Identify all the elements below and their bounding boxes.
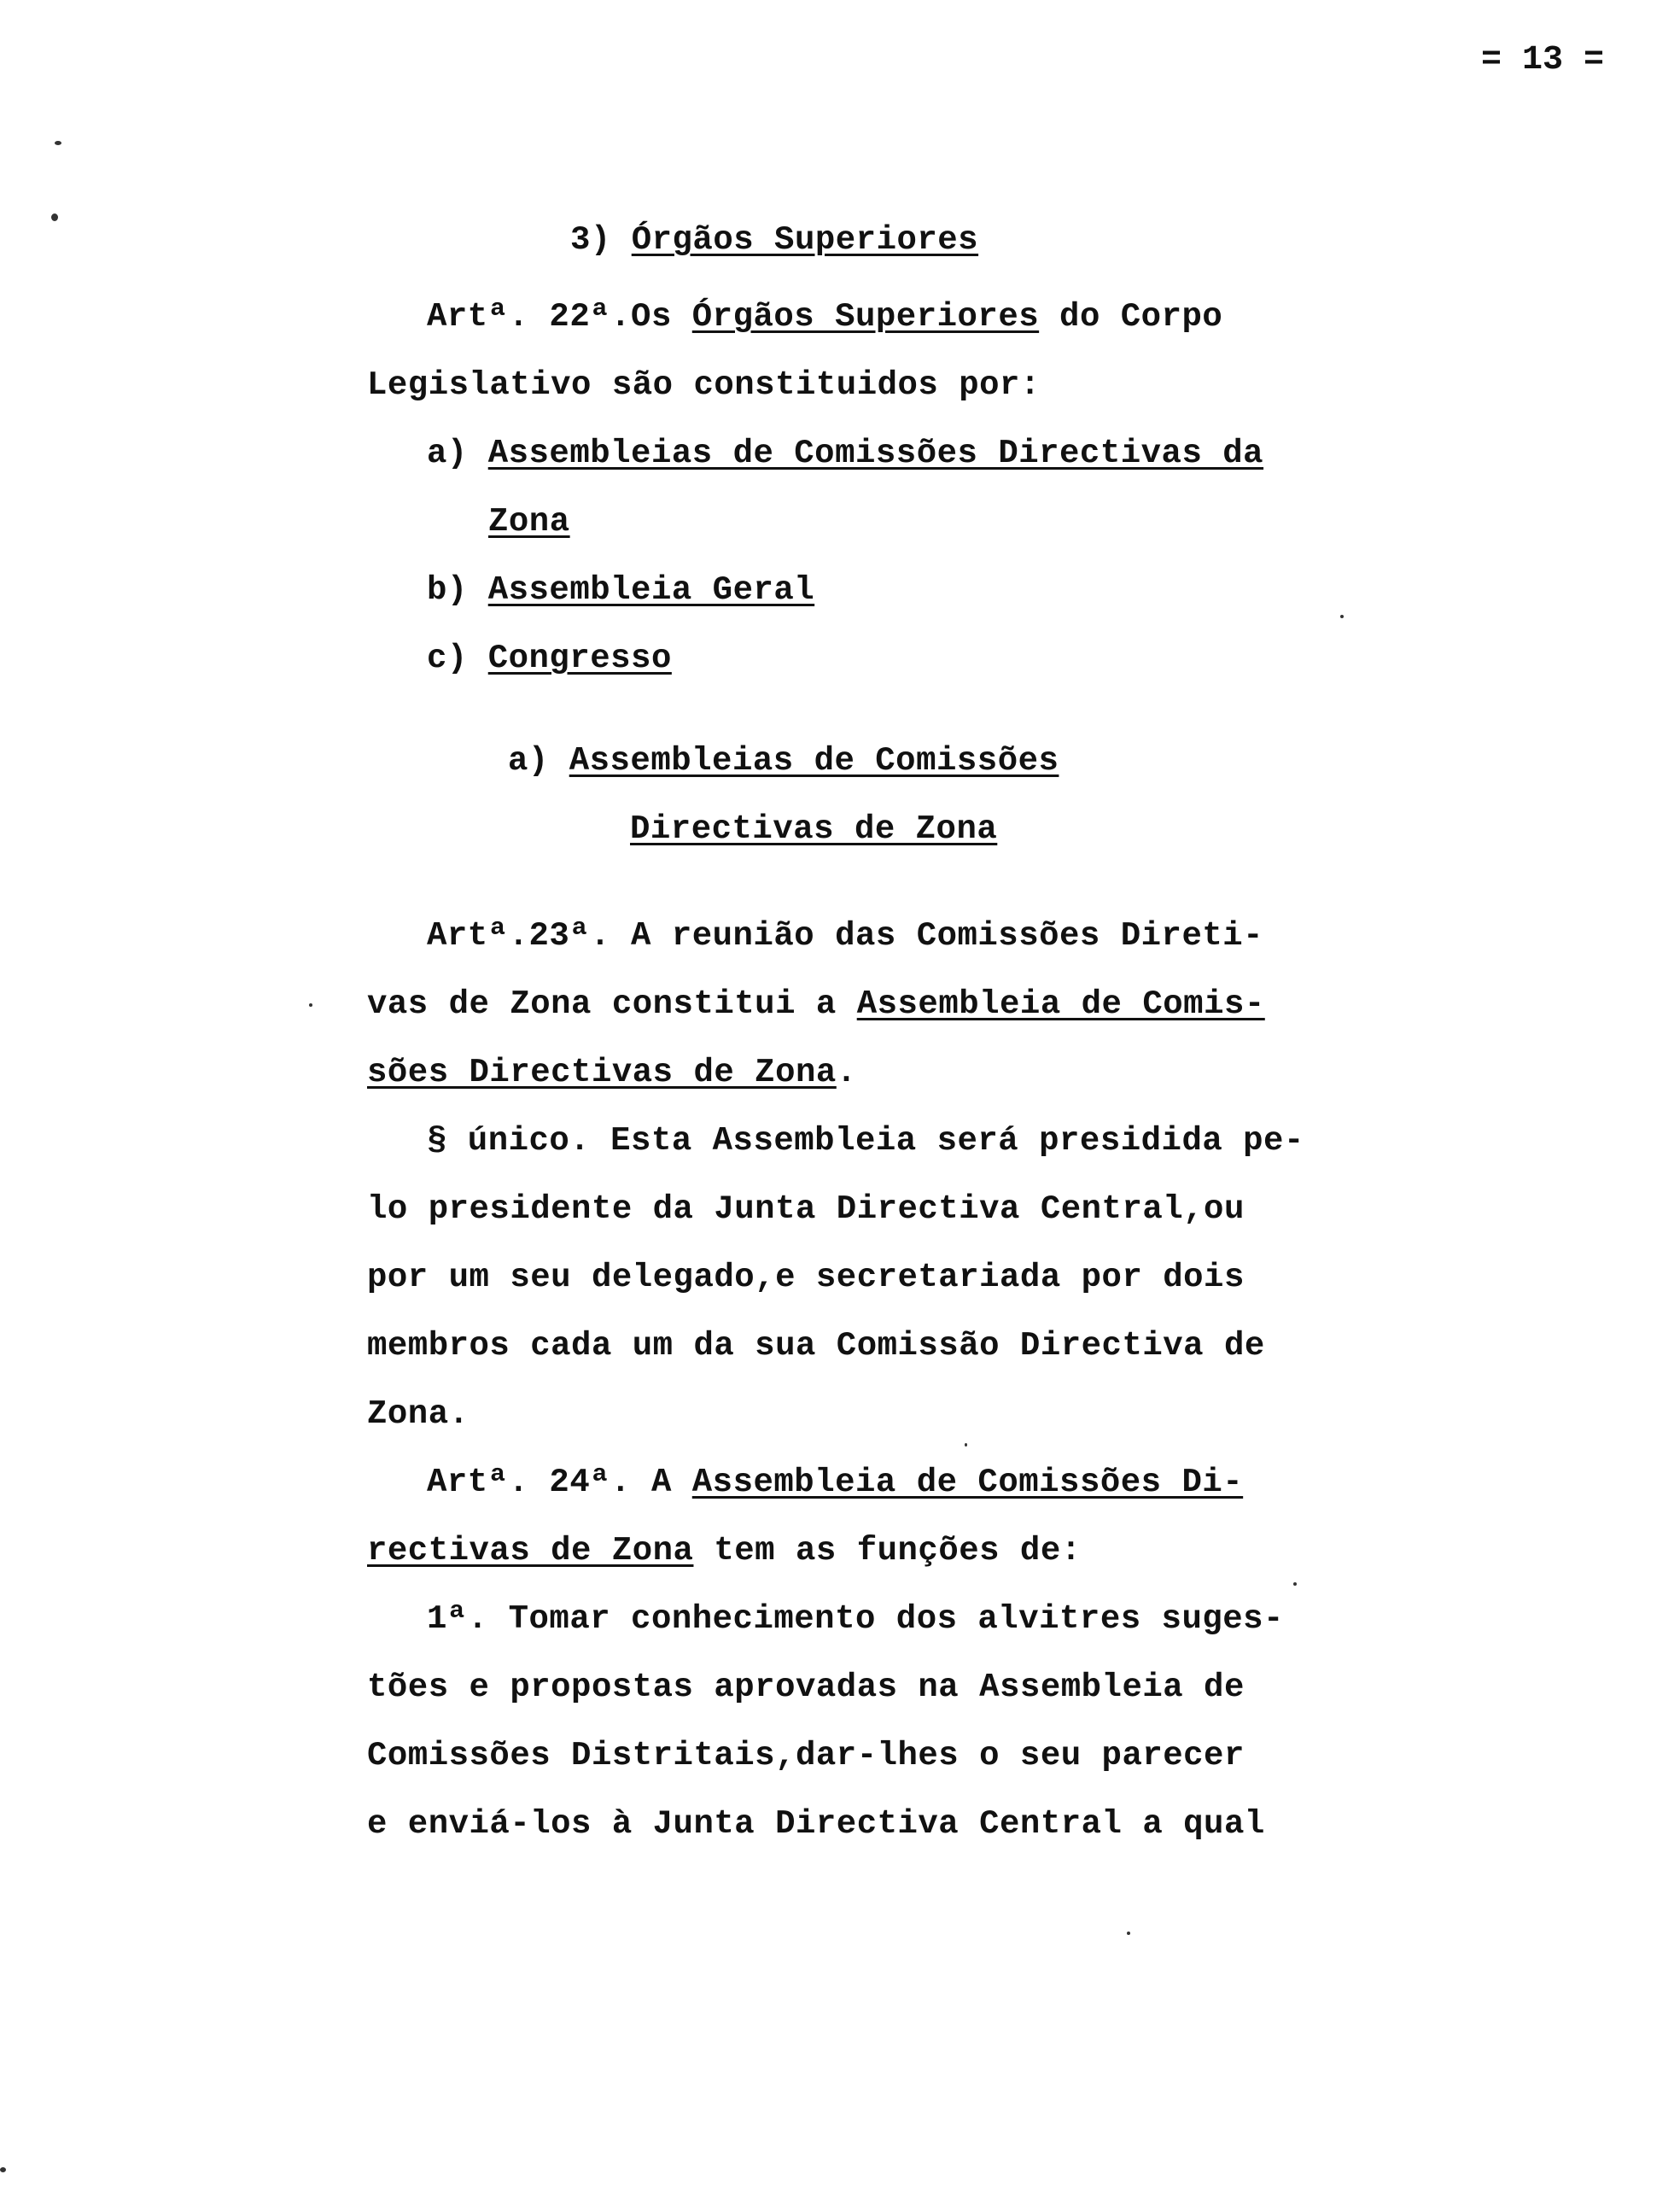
subheading-line2 bbox=[630, 810, 998, 848]
art24-underlined2: rectivas de Zona bbox=[367, 1532, 694, 1569]
art24-rest: tem as funções de: bbox=[714, 1532, 1082, 1569]
scan-speck bbox=[965, 1443, 967, 1447]
list-item-a-text2: Zona bbox=[488, 503, 570, 541]
art23-line2 bbox=[367, 985, 1265, 1023]
paragrafo-line4: membros cada um da sua Comissão Directiva de bbox=[367, 1327, 1265, 1365]
art22-line2: Legislativo são constituidos por: bbox=[367, 366, 1041, 404]
list-item-c-text: Congresso bbox=[487, 640, 672, 677]
art22-rest1: do Corpo bbox=[1059, 298, 1223, 336]
list-item-a bbox=[427, 437, 1263, 471]
list-item-b bbox=[427, 571, 815, 609]
art23-line3 bbox=[367, 1056, 857, 1090]
page-number: = 13 = bbox=[1481, 41, 1605, 79]
subheading-text2: Directivas de Zona bbox=[630, 810, 998, 848]
art24-lead: Artª. 24ª. A bbox=[427, 1464, 672, 1501]
item1-line1: 1ª. Tomar conhecimento dos alvitres suges- bbox=[427, 1600, 1284, 1638]
list-item-a-cont bbox=[488, 503, 570, 541]
list-item-b-text: Assembleia Geral bbox=[487, 571, 815, 609]
paragrafo-line1: § único. Esta Assembleia será presidida pe- bbox=[427, 1122, 1304, 1160]
art24-line1 bbox=[427, 1466, 1243, 1499]
scan-speck bbox=[55, 141, 61, 145]
paragrafo-line3: por um seu delegado,e secretariada por dois bbox=[367, 1259, 1245, 1296]
art22-line1 bbox=[427, 298, 1223, 336]
scan-speck bbox=[309, 1003, 312, 1007]
item1-line3: Comissões Distritais,dar-lhes o seu parecer bbox=[367, 1737, 1245, 1774]
scan-speck bbox=[51, 213, 58, 221]
art24-line2 bbox=[367, 1534, 1082, 1568]
section-heading bbox=[570, 221, 979, 259]
art24-underlined1: Assembleia de Comissões Di- bbox=[691, 1464, 1244, 1501]
art22-term: Órgãos Superiores bbox=[691, 298, 1040, 336]
scan-speck bbox=[0, 2167, 6, 2172]
subheading-text1: Assembleias de Comissões bbox=[569, 742, 1059, 780]
item1-line2: tões e propostas aprovadas na Assembleia de bbox=[367, 1669, 1245, 1706]
art22-lead: Artª. 22ª.Os bbox=[427, 298, 672, 336]
art23-line2-underlined: Assembleia de Comis- bbox=[856, 985, 1265, 1023]
scan-speck bbox=[1127, 1932, 1130, 1935]
scan-speck bbox=[1340, 615, 1344, 618]
list-item-c bbox=[427, 642, 672, 675]
art23-line3-underlined: sões Directivas de Zona bbox=[367, 1054, 837, 1091]
section-number: 3) bbox=[570, 221, 611, 259]
list-item-a-text1: Assembleias de Comissões Directivas da bbox=[487, 435, 1264, 472]
art23-line1: Artª.23ª. A reunião das Comissões Direti- bbox=[427, 917, 1264, 955]
section-title: Órgãos Superiores bbox=[631, 221, 979, 259]
subheading-letter: a) bbox=[508, 742, 549, 780]
item1-line4: e enviá-los à Junta Directiva Central a qual bbox=[367, 1805, 1265, 1843]
paragrafo-line2: lo presidente da Junta Directiva Central,ou bbox=[367, 1190, 1245, 1228]
subheading-line1 bbox=[508, 742, 1059, 780]
paragrafo-line5: Zona. bbox=[367, 1395, 470, 1433]
list-letter-a: a) bbox=[427, 435, 468, 472]
scan-speck bbox=[1293, 1582, 1297, 1586]
list-letter-b: b) bbox=[427, 571, 468, 609]
list-letter-c: c) bbox=[427, 640, 468, 677]
art23-line2-plain: vas de Zona constitui a bbox=[367, 985, 837, 1023]
art23-line3-end: . bbox=[836, 1054, 857, 1091]
